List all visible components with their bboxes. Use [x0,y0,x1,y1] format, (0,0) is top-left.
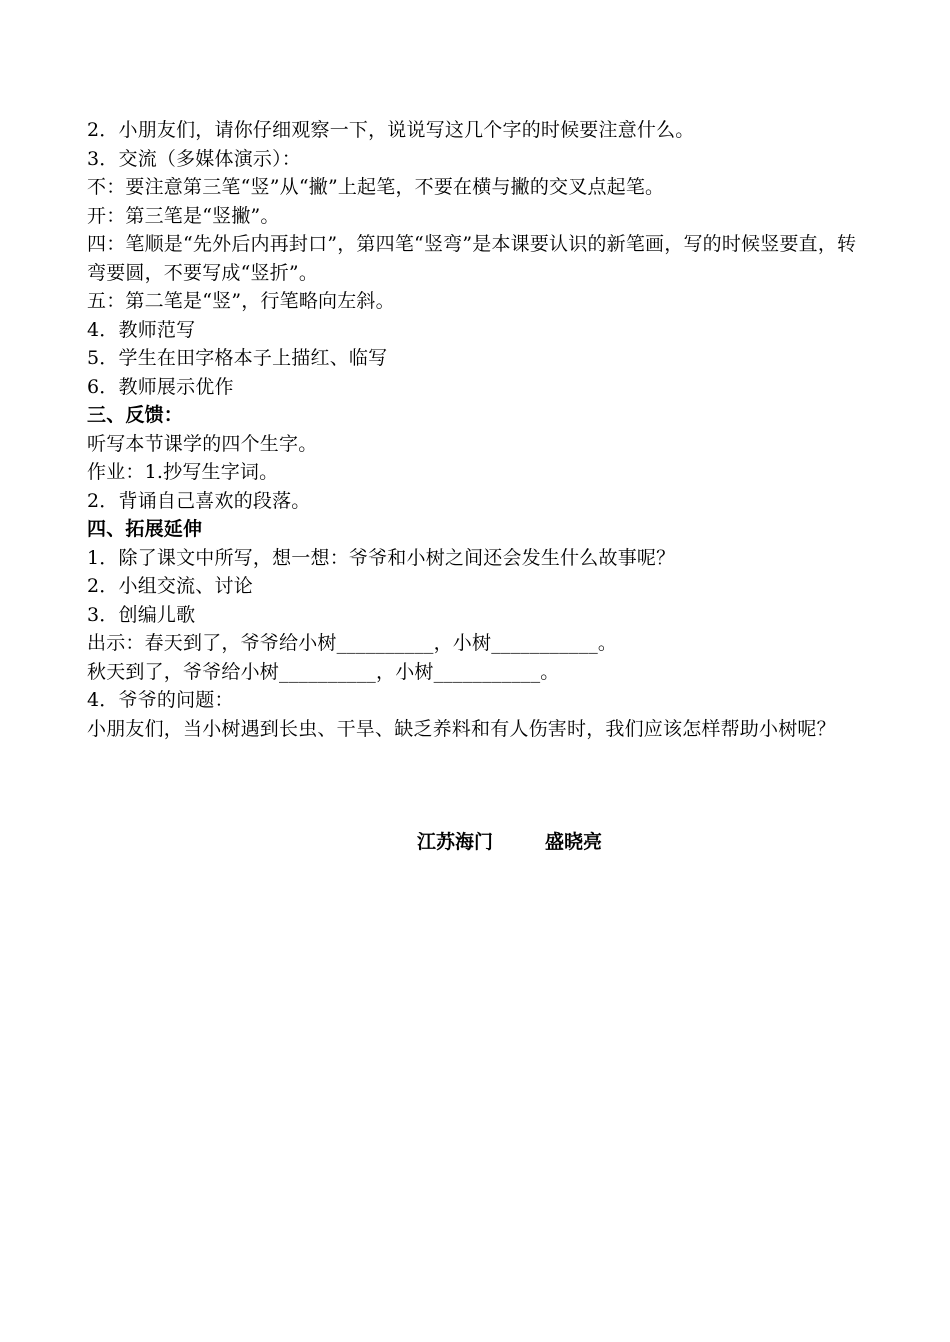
paragraph-exchange: 3．交流（多媒体演示）： [87,147,301,170]
paragraph-grandpa-question: 4．爷爷的问题： [87,689,234,711]
paragraph-homework: 作业：1.抄写生字词。 [87,461,279,483]
paragraph-teacher-demo: 4．教师范写 [87,318,196,341]
section-heading-feedback: 三、反馈： [87,404,184,426]
paragraph-recite: 2．背诵自己喜欢的段落。 [87,489,311,512]
paragraph-create-song: 3．创编儿歌 [87,603,196,626]
paragraph-group-discuss: 2．小组交流、讨论 [87,575,253,597]
document-body [87,116,862,743]
paragraph-imagine: 1．除了课文中所写，想一想：爷爷和小树之间还会发生什么故事呢？ [87,546,676,569]
paragraph-char-bu: 不：要注意第三笔“竖”从“撇”上起笔，不要在横与撇的交叉点起笔。 [87,176,665,198]
paragraph-observe: 2．小朋友们，请你仔细观察一下，说说写这几个字的时候要注意什么。 [87,119,695,141]
paragraph-spring-blank: 出示：春天到了，爷爷给小树__________，小树___________。 [87,632,618,654]
paragraph-char-kai: 开：第三笔是“竖撇”。 [87,204,280,227]
paragraph-dictation: 听写本节课学的四个生字。 [87,432,318,455]
paragraph-autumn-blank: 秋天到了，爷爷给小树__________，小树___________。 [87,660,560,683]
paragraph-help-tree: 小朋友们，当小树遇到长虫、干旱、缺乏养料和有人伤害时，我们应该怎样帮助小树呢？ [87,717,836,740]
paragraph-showcase: 6．教师展示优作 [87,375,234,398]
signature-author: 盛晓亮 [545,831,603,853]
signature-line [417,828,602,856]
signature-place: 江苏海门 [417,831,494,853]
paragraph-char-si: 四：笔顺是“先外后内再封口”，第四笔“竖弯”是本课要认识的新笔画，写的时候竖要直，转弯要圆，不要写成“竖折”。 [87,233,857,284]
section-heading-extension: 四、拓展延伸 [87,518,203,540]
paragraph-char-wu: 五：第二笔是“竖”，行笔略向左斜。 [87,290,395,312]
paragraph-student-practice: 5．学生在田字格本子上描红、临写 [87,347,388,369]
